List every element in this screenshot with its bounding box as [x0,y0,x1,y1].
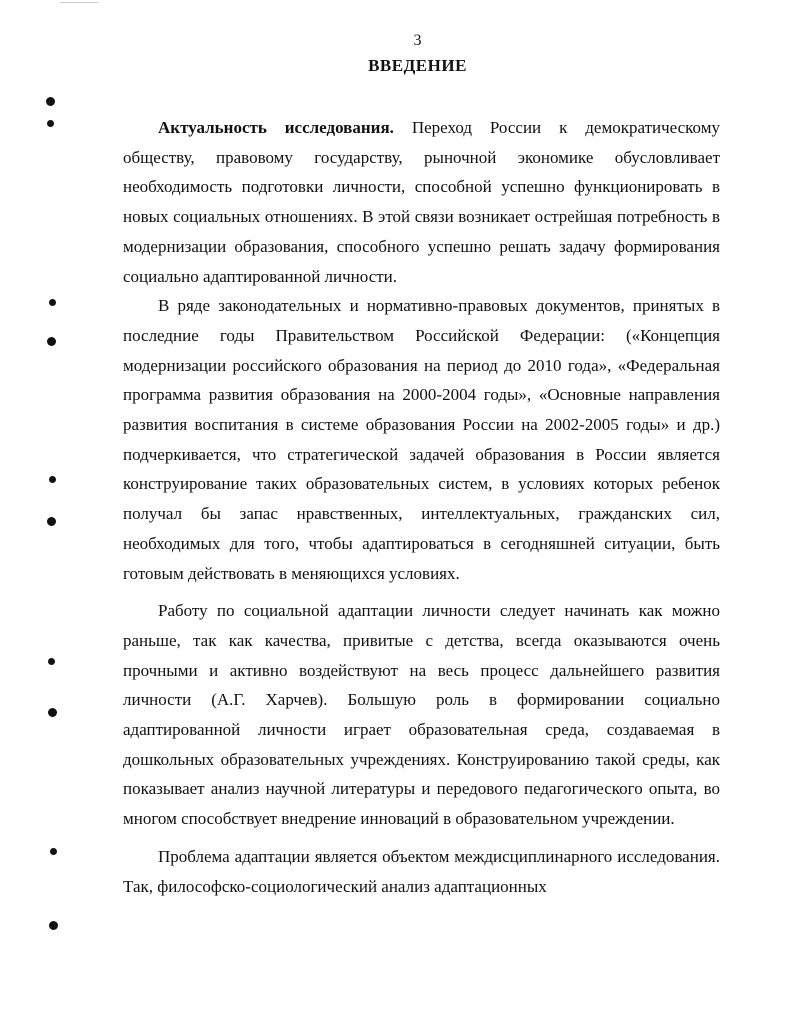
binder-hole-marks [0,0,80,1025]
paragraph-documents: В ряде законодательных и нормативно-правовых документов, принятых в последние годы Правительством Российской Федерации: («Концепция модернизации российского образования на период до 2010 года», «Федеральная программа развития образования на 2000-2004 годы», «Основные направления развития воспитания в системе образования России на 2002-2005 годы» и др.) подчеркивается, что стратегической задачей образования в России является конструирование таких образовательных систем, в условиях которых ребенок получал бы запас нравственных, интеллектуальных, гражданских сил, необходимых для того, чтобы адаптироваться в сегодняшней ситуации, быть готовым действовать в меняющихся условиях. [123,296,720,583]
paragraph-adaptation-problem: Проблема адаптации является объектом междисциплинарного исследования. Так, философско-социологический анализ адаптационных [123,846,720,896]
body-text [123,113,720,901]
binder-hole-mark [48,708,57,717]
relevance-lead: Актуальность исследования. [158,118,394,137]
page-heading: ВВЕДЕНИЕ [368,56,467,75]
binder-hole-mark [49,299,56,306]
binder-hole-mark [47,337,56,346]
binder-hole-mark [49,476,56,483]
paragraph-adaptation-work: Работу по социальной адаптации личности следует начинать как можно раньше, так как качества, привитые с детства, всегда оказываются очень прочными и активно воздействуют на весь процесс дальнейшего развития личности (А.Г. Харчев). Большую роль в формировании социально адаптированной личности играет образовательная среда, создаваемая в дошкольных образовательных учреждениях. Конструированию такой среды, как показывает анализ научной литературы и передового педагогического опыта, во многом способствует внедрение инноваций в образовательном учреждении. [123,601,720,829]
binder-hole-mark [50,848,57,855]
relevance-text: Переход России к демократическому обществу, правовому государству, рыночной экономике обусловливает необходимость подготовки личности, способной успешно функционировать в новых социальных отношениях. В этой связи возникает острейшая потребность в модернизации образования, способного успешно решать задачу формирования социально адаптированной личности. [123,118,720,286]
binder-hole-mark [47,120,54,127]
binder-hole-mark [47,517,56,526]
binder-hole-mark [48,658,55,665]
paragraph-relevance [123,113,720,291]
binder-hole-mark [46,97,55,106]
page-number: 3 [413,32,422,49]
binder-hole-mark [49,921,58,930]
